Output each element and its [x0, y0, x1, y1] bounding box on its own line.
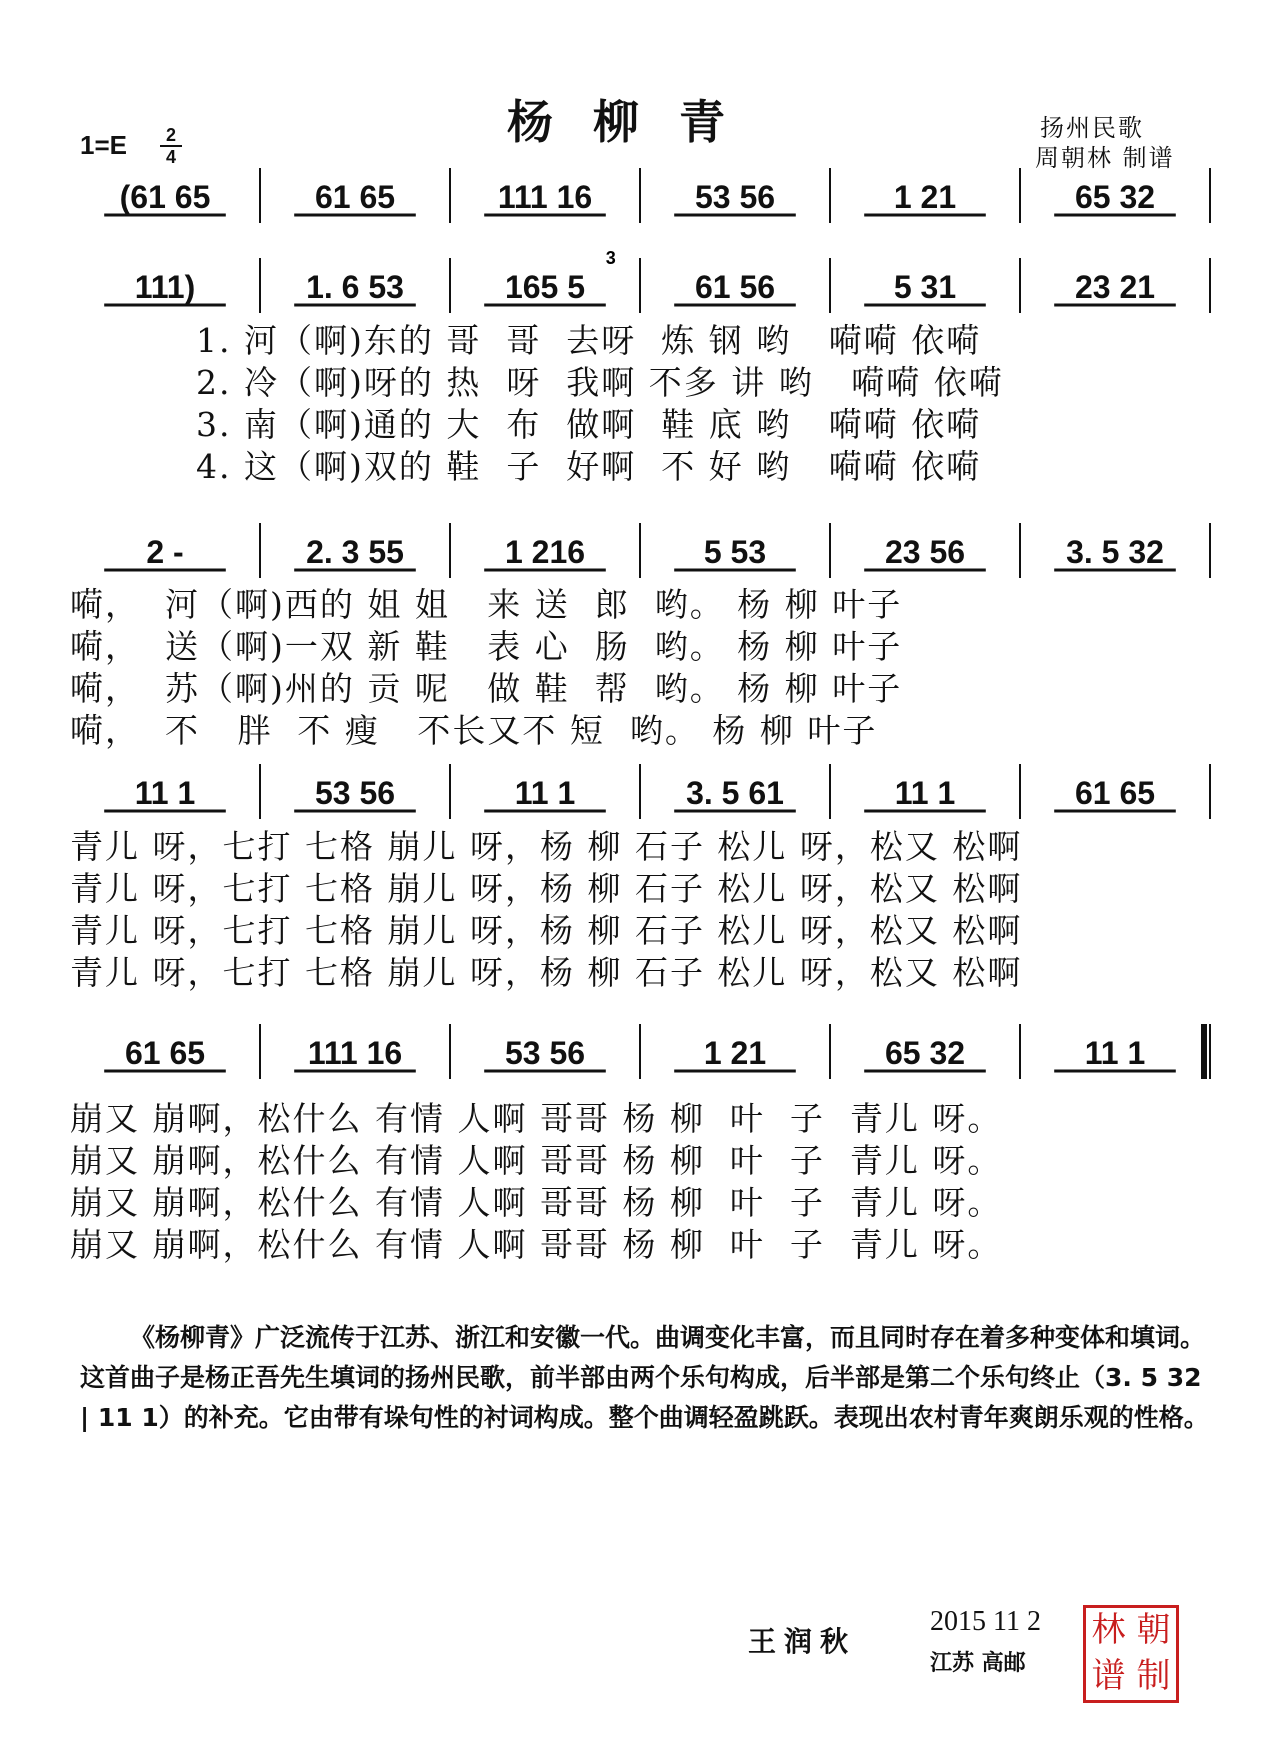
- lyrics-block-4: [70, 1098, 1002, 1266]
- measure-notes: 2 -: [146, 534, 184, 570]
- measure-notes: 53 56: [504, 1035, 586, 1071]
- lyric-line: 嗬， 送（啊)一双 新 鞋 表 心 肠 哟。 杨 柳 叶子: [70, 627, 903, 666]
- measure-notes: 1 216: [504, 534, 586, 570]
- notation-svg: [70, 168, 1210, 246]
- measure-notes: 11 1: [1084, 1035, 1146, 1071]
- author-name: 王润秋: [748, 1625, 857, 1658]
- lyric-line: 崩又 崩啊，松什么 有情 人啊 哥哥 杨 柳 叶 子 青儿 呀。: [70, 1225, 1003, 1264]
- measure-notes: 23 21: [1074, 269, 1156, 305]
- lyrics-block-3: [70, 826, 1022, 994]
- lyrics-block-1: [196, 320, 1004, 488]
- measure-notes: 165 5: [504, 269, 586, 305]
- measure-notes: 3. 5 32: [1066, 534, 1164, 570]
- seal-char: 朝: [1136, 1610, 1171, 1650]
- measure-notes: 111 16: [307, 1035, 403, 1071]
- lyric-line: 青儿 呀，七打 七格 崩儿 呀，杨 柳 石子 松儿 呀，松又 松啊: [70, 911, 1023, 950]
- seal-char: 制: [1136, 1656, 1171, 1696]
- credit-origin: 扬州民歌: [1040, 114, 1144, 142]
- measure-notes: 111): [134, 269, 196, 305]
- measure-notes: 111 16: [497, 179, 593, 215]
- description-text: 《杨柳青》广泛流传于江苏、浙江和安徽一代。曲调变化丰富，而且同时存在着多种变体和填词。这首曲子是杨正吾先生填词的扬州民歌，前半部由两个乐句构成，后半部是第二个乐句终止（3. 5 32 | 11 1）的补充。它由带有垛句性的衬词构成。整个曲调轻盈跳跃。表现出农村青年爽朗乐观的性格。: [80, 1323, 1209, 1432]
- measure-notes: 61 65: [314, 179, 396, 215]
- measure-notes: 1 21: [893, 179, 957, 215]
- measure-notes: 65 32: [1074, 179, 1156, 215]
- measure-notes: 1 21: [703, 1035, 767, 1071]
- notation-svg: [70, 1024, 1210, 1102]
- credit-transcriber: 周朝林 制谱: [1035, 144, 1175, 172]
- song-title: 杨柳青: [507, 95, 765, 149]
- lyric-line: 嗬， 不 胖 不 瘦 不长又不 短 哟。 杨 柳 叶子: [70, 711, 878, 750]
- time-signature: [160, 126, 182, 166]
- lyric-line: 青儿 呀，七打 七格 崩儿 呀，杨 柳 石子 松儿 呀，松又 松啊: [70, 953, 1023, 992]
- measure-notes: 11 1: [134, 775, 196, 811]
- lyric-line: 崩又 崩啊，松什么 有情 人啊 哥哥 杨 柳 叶 子 青儿 呀。: [70, 1141, 1003, 1180]
- date: 2015 11 2: [930, 1606, 1041, 1637]
- notation-line-1: [70, 168, 1210, 246]
- lyrics-block-2: [70, 584, 902, 752]
- measure-notes: 61 65: [124, 1035, 206, 1071]
- place: 江苏 高邮: [930, 1650, 1026, 1676]
- description: [80, 1318, 1210, 1438]
- lyric-line: 崩又 崩啊，松什么 有情 人啊 哥哥 杨 柳 叶 子 青儿 呀。: [70, 1099, 1003, 1138]
- lyric-line: 2. 冷（啊)呀的 热 呀 我啊 不多 讲 哟 嗬嗬 依嗬: [196, 363, 1004, 402]
- lyric-line: 嗬， 河（啊)西的 姐 姐 来 送 郎 哟。 杨 柳 叶子: [70, 585, 903, 624]
- measure-notes: 53 56: [314, 775, 396, 811]
- lyric-line: 1. 河（啊)东的 哥 哥 去呀 炼 钢 哟 嗬嗬 依嗬: [196, 321, 982, 360]
- measure-notes: 61 65: [1074, 775, 1156, 811]
- measure-notes: 5 53: [703, 534, 767, 570]
- measure-notes: (61 65: [119, 179, 211, 215]
- notation-line-5: [70, 1024, 1210, 1102]
- seal-char: 林: [1091, 1610, 1126, 1650]
- measure-notes: 23 56: [884, 534, 966, 570]
- key-signature: 1=E: [80, 130, 127, 160]
- measure-notes: 1. 6 53: [306, 269, 404, 305]
- measure-notes: 3. 5 61: [686, 775, 784, 811]
- lyric-line: 4. 这（啊)双的 鞋 子 好啊 不 好 哟 嗬嗬 依嗬: [196, 447, 982, 486]
- lyric-line: 青儿 呀，七打 七格 崩儿 呀，杨 柳 石子 松儿 呀，松又 松啊: [70, 869, 1023, 908]
- measure-notes: 11 1: [514, 775, 576, 811]
- lyric-line: 青儿 呀，七打 七格 崩儿 呀，杨 柳 石子 松儿 呀，松又 松啊: [70, 827, 1023, 866]
- lyric-line: 3. 南（啊)通的 大 布 做啊 鞋 底 哟 嗬嗬 依嗬: [196, 405, 982, 444]
- measure-notes: 65 32: [884, 1035, 966, 1071]
- measure-notes: 53 56: [694, 179, 776, 215]
- measure-notes: 11 1: [894, 775, 956, 811]
- time-signature-top: 2: [165, 125, 176, 145]
- lyric-line: 嗬， 苏（啊)州的 贡 呢 做 鞋 帮 哟。 杨 柳 叶子: [70, 669, 903, 708]
- time-signature-bottom: 4: [165, 147, 176, 167]
- seal-stamp: [1083, 1605, 1179, 1703]
- lyric-line: 崩又 崩啊，松什么 有情 人啊 哥哥 杨 柳 叶 子 青儿 呀。: [70, 1183, 1003, 1222]
- seal-char: 谱: [1091, 1656, 1126, 1696]
- triplet-mark: 3: [605, 248, 616, 268]
- measure-notes: 61 56: [694, 269, 776, 305]
- measure-notes: 2. 3 55: [306, 534, 404, 570]
- measure-notes: 5 31: [893, 269, 957, 305]
